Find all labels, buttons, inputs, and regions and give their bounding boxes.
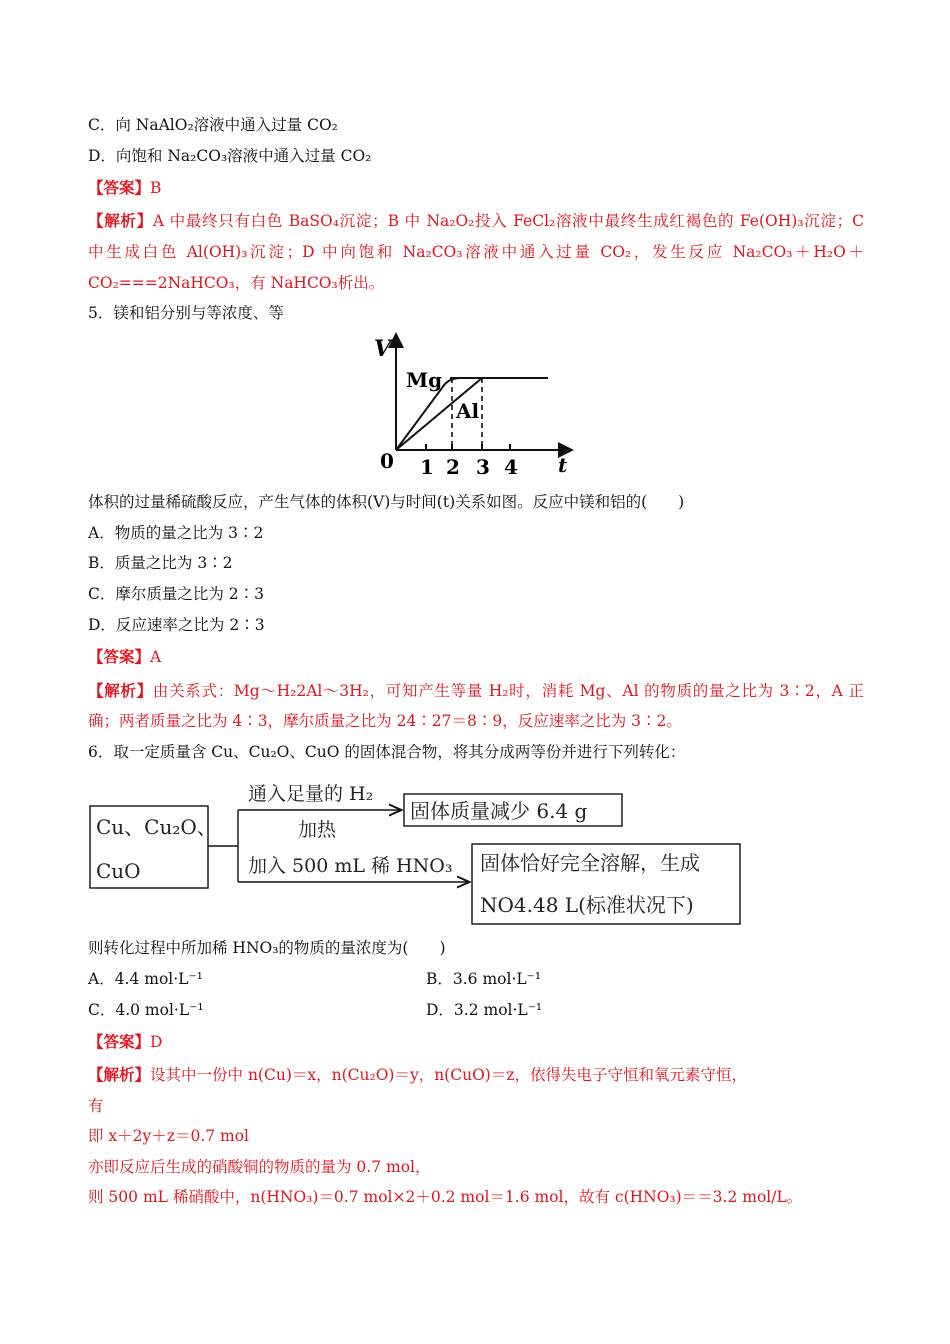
q6-analysis-line-4: 亦即反应后生成的硝酸铜的物质的量为 0.7 mol， xyxy=(88,1158,431,1176)
arrow-bottom-label: 加入 500 mL 稀 HNO₃ xyxy=(248,855,453,877)
q6-analysis-line-2: 有 xyxy=(88,1097,104,1115)
q6-question: 则转化过程中所加稀 HNO₃的物质的量浓度为( ) xyxy=(88,939,446,957)
answer-value: A xyxy=(150,648,162,666)
q4-analysis-line-1 xyxy=(88,210,864,232)
answer-tag: 【答案】 xyxy=(88,1032,151,1051)
analysis-text: A 中最终只有白色 BaSO₄沉淀；B 中 Na₂O₂投入 FeCl₂溶液中最终生成红褐色的 Fe(OH)₃沉淀；C xyxy=(152,212,864,230)
result-bottom-line-2: NO4.48 L(标准状况下) xyxy=(480,893,694,917)
analysis-text: 设其中一份中 n(Cu)＝x，n(Cu₂O)＝y，n(CuO)＝z，依得失电子守恒和氧元素守恒， xyxy=(150,1066,747,1084)
result-top-text: 固体质量减少 6.4 g xyxy=(410,799,588,823)
answer-value: D xyxy=(150,1033,163,1051)
analysis-tag: 【解析】 xyxy=(88,211,153,230)
q5-stem-2: 体积的过量稀硫酸反应，产生气体的体积(V)与时间(t)关系如图。反应中镁和铝的( ) xyxy=(88,493,685,511)
q5-volume-time-graph xyxy=(370,332,580,480)
q6-answer xyxy=(88,1031,162,1053)
analysis-tag: 【解析】 xyxy=(88,1065,151,1084)
q4-option-d: D．向饱和 Na₂CO₃溶液中通入过量 CO₂ xyxy=(88,147,372,165)
arrow-top-sub: 加热 xyxy=(298,819,337,841)
q5-analysis-line-1 xyxy=(88,680,864,702)
arrow-top-label: 通入足量的 H₂ xyxy=(248,783,374,805)
tick-label-1: 1 xyxy=(420,455,434,479)
result-bottom-line-1: 固体恰好完全溶解，生成 xyxy=(480,851,700,875)
q6-flow-diagram xyxy=(86,774,746,926)
q6-analysis-line-3: 即 x＋2y＋z＝0.7 mol xyxy=(88,1127,250,1145)
q5-option-a: A．物质的量之比为 3∶2 xyxy=(88,524,264,542)
q5-analysis-line-2: 确；两者质量之比为 4∶3，摩尔质量之比为 24∶27＝8∶9，反应速率之比为 3∶2。 xyxy=(88,712,682,730)
x-axis-label: t xyxy=(558,453,568,477)
q4-option-c: C．向 NaAlO₂溶液中通入过量 CO₂ xyxy=(88,116,338,134)
q6-analysis-line-1 xyxy=(88,1064,747,1086)
answer-tag: 【答案】 xyxy=(88,647,151,666)
tick-label-3: 3 xyxy=(476,455,490,479)
q4-answer xyxy=(88,177,161,199)
mixture-line-1: Cu、Cu₂O、 xyxy=(96,815,217,839)
q5-stem-1: 5．镁和铝分别与等浓度、等 xyxy=(88,304,284,322)
q5-option-d: D．反应速率之比为 2∶3 xyxy=(88,616,265,634)
analysis-tag: 【解析】 xyxy=(88,681,153,700)
q5-answer xyxy=(88,646,161,668)
tick-label-2: 2 xyxy=(446,455,460,479)
mg-label: Mg xyxy=(406,368,443,392)
mixture-line-2: CuO xyxy=(96,859,141,883)
q5-option-c: C．摩尔质量之比为 2∶3 xyxy=(88,585,265,603)
al-label: Al xyxy=(456,399,480,423)
q4-analysis-line-2: 中生成白色 Al(OH)₃沉淀；D 中向饱和 Na₂CO₃溶液中通入过量 CO₂，发生反应 Na₂CO₃＋H₂O＋ xyxy=(88,243,864,261)
q6-option-c: C．4.0 mol·L⁻¹ xyxy=(88,1001,204,1019)
q4-analysis-line-3: CO₂===2NaHCO₃，有 NaHCO₃析出。 xyxy=(88,274,385,292)
q6-option-b: B．3.6 mol·L⁻¹ xyxy=(426,970,542,988)
q6-stem: 6．取一定质量含 Cu、Cu₂O、CuO 的固体混合物，将其分成两等份并进行下列转化： xyxy=(88,743,686,761)
q6-analysis-line-5: 则 500 mL 稀硝酸中，n(HNO₃)＝0.7 mol×2＋0.2 mol＝1.6 mol，故有 c(HNO₃)＝＝3.2 mol/L。 xyxy=(88,1188,803,1206)
tick-label-4: 4 xyxy=(504,455,518,479)
q6-option-d: D．3.2 mol·L⁻¹ xyxy=(426,1001,543,1019)
analysis-text: 由关系式：Mg～H₂2Al～3H₂，可知产生等量 H₂时，消耗 Mg、Al 的物质的量之比为 3∶2，A 正 xyxy=(152,682,864,700)
origin-label: 0 xyxy=(380,449,394,473)
y-axis-label: V xyxy=(374,336,392,362)
q6-option-a: A．4.4 mol·L⁻¹ xyxy=(88,970,203,988)
answer-value: B xyxy=(150,179,162,197)
answer-tag: 【答案】 xyxy=(88,178,151,197)
q5-option-b: B．质量之比为 3∶2 xyxy=(88,554,233,572)
